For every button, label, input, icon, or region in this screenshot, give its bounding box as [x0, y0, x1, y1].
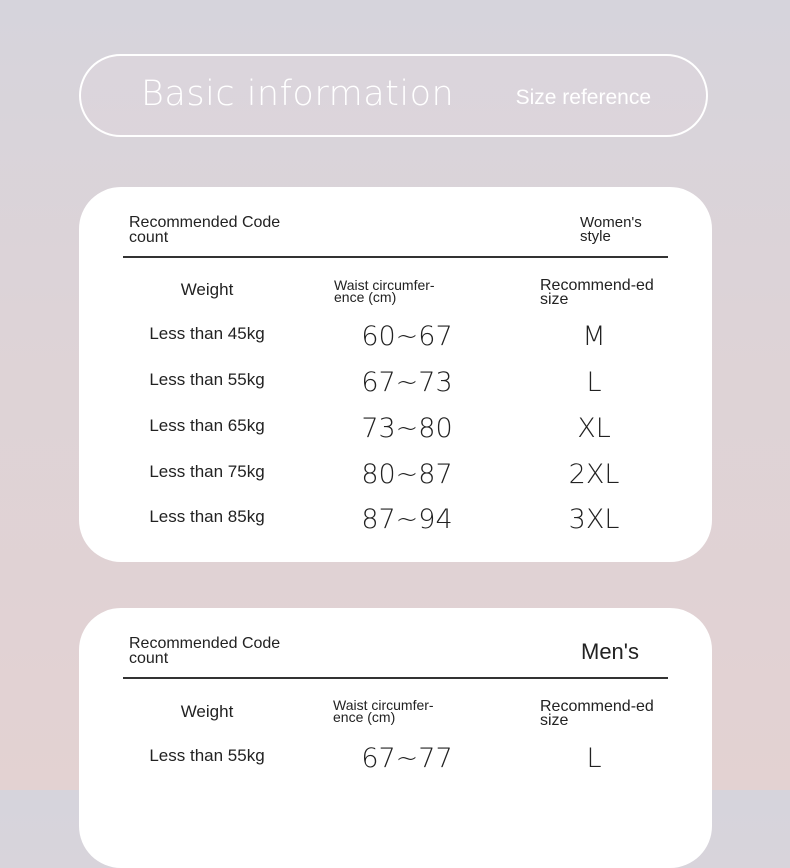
weight-cell: Less than 85kg: [149, 507, 265, 526]
weight-cell: Less than 75kg: [149, 462, 265, 481]
style-label: Women's style: [580, 214, 642, 245]
col-size-header: Recommend-ed size: [540, 698, 654, 729]
size-cell: 2XL: [568, 459, 620, 490]
table-row: [79, 413, 712, 456]
col-weight-header: Weight: [180, 702, 234, 721]
weight-cell: Less than 45kg: [149, 324, 265, 343]
waist-cell: 87~94: [361, 504, 453, 535]
col-weight-header: Weight: [180, 280, 234, 299]
table-row: [79, 367, 712, 410]
size-cell: 3XL: [568, 504, 620, 535]
table-row: [79, 504, 712, 547]
table-row: [79, 459, 712, 502]
table-row: [79, 321, 712, 364]
size-cell: XL: [577, 413, 611, 444]
col-waist-header: Waist circumfer-ence (cm): [334, 277, 435, 305]
women-card-header: [123, 187, 668, 258]
header-banner: [79, 54, 708, 137]
column-header-row: [79, 697, 712, 742]
page-title: Basic information: [141, 74, 455, 114]
women-size-card: [79, 187, 712, 562]
weight-cell: Less than 55kg: [149, 370, 265, 389]
col-waist-header: Waist circumfer-ence (cm): [333, 697, 434, 725]
men-size-card: [79, 608, 712, 868]
col-size-header: Recommend-ed size: [540, 277, 654, 308]
page-subtitle: Size reference: [515, 86, 651, 109]
table-row: [79, 743, 712, 786]
column-header-row: [79, 277, 712, 320]
waist-cell: 67~77: [361, 743, 453, 774]
weight-cell: Less than 65kg: [149, 416, 265, 435]
size-cell: M: [582, 321, 606, 352]
waist-cell: 67~73: [361, 367, 453, 398]
style-label: Men's: [581, 639, 639, 664]
men-card-header: [123, 608, 668, 679]
weight-cell: Less than 55kg: [149, 746, 265, 765]
recommended-code-label: Recommended Code count: [129, 635, 281, 667]
size-cell: L: [586, 743, 602, 774]
waist-cell: 80~87: [361, 459, 453, 490]
recommended-code-label: Recommended Code count: [129, 214, 281, 246]
waist-cell: 60~67: [361, 321, 453, 352]
size-cell: L: [586, 367, 602, 398]
waist-cell: 73~80: [361, 413, 453, 444]
